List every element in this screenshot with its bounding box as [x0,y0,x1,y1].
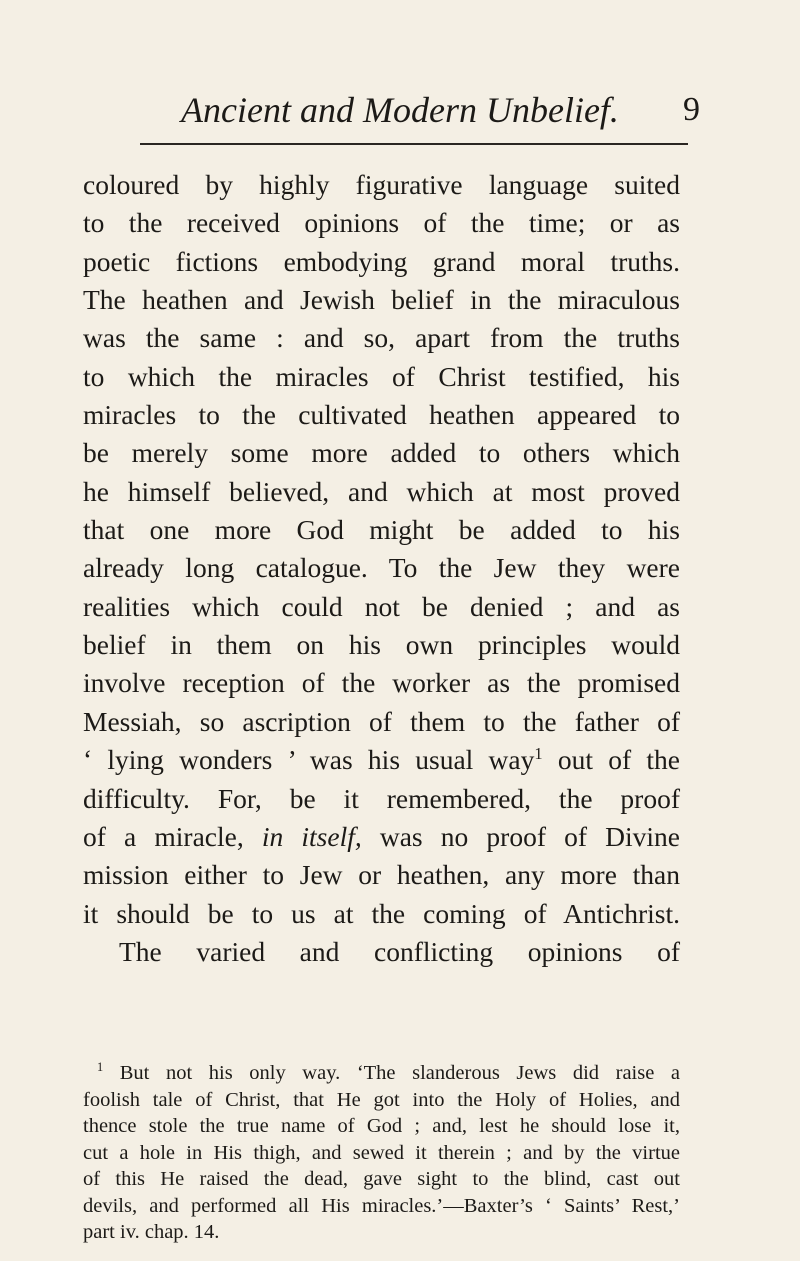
text-line: that one more God might be added to his [83,514,680,546]
text-line: it should be to us at the coming of Antichrist. [83,897,680,929]
text-line: mission either to Jew or heathen, any more than [83,859,680,891]
footnote-text: But not his only way. ‘The slanderous Jews did raise a [119,1062,680,1084]
footnote [83,1060,680,1246]
text-segment: of a miracle, [83,820,244,852]
text-line: coloured by highly figurative language suited [83,169,680,200]
text-line: difficulty. For, be it remembered, the proof [83,782,680,814]
footnote-line: foolish tale of Christ, that He got into the Holy of Holies, and [83,1088,680,1111]
text-line: realities which could not be denied ; and as [83,590,680,622]
text-line: he himself believed, and which at most proved [83,475,680,507]
body-text [83,166,680,971]
text-line-with-footnote-ref [83,741,680,779]
text-line: The heathen and Jewish belief in the miraculous [83,284,680,316]
italic-phrase: in itself, [261,820,362,852]
page-number: 9 [683,91,700,128]
footnote-marker: 1 [97,1060,104,1075]
text-line: poetic fictions embodying grand moral truths. [83,245,680,277]
text-line: miracles to the cultivated heathen appeared to [83,399,680,431]
footnote-line: thence stole the true name of God ; and, lest he should lose it, [83,1115,680,1137]
footnote-line: part iv. chap. 14. [83,1221,220,1243]
footnote-reference: 1 [534,744,543,763]
text-line-paragraph-start: The varied and conflicting opinions of [119,935,680,967]
text-line: already long catalogue. To the Jew they were [83,552,680,584]
text-line-with-italic [83,818,680,856]
running-title: Ancient and Modern Unbelief. [181,90,619,130]
text-line: was the same : and so, apart from the truths [83,322,680,354]
page-header [0,88,800,138]
text-segment: ‘ lying wonders ’ was his usual way [83,744,535,776]
text-line: belief in them on his own principles would [83,629,680,661]
header-rule [140,143,688,145]
text-line: Messiah, so ascription of them to the father of [83,705,680,737]
footnote-line: cut a hole in His thigh, and sewed it therein ; and by the virtue [83,1141,680,1164]
text-segment: was no proof of Divine [361,820,680,852]
footnote-line: devils, and performed all His miracles.’—Baxter’s ‘ Saints’ Rest,’ [83,1194,680,1217]
text-line: involve reception of the worker as the promised [83,667,680,699]
footnote-line: of this He raised the dead, gave sight to the blind, cast out [83,1168,680,1190]
text-segment: out of the [542,744,680,776]
footnote-line [83,1060,680,1087]
text-line: to the received opinions of the time; or as [83,207,680,239]
text-line: be merely some more added to others which [83,437,680,469]
text-line: to which the miracles of Christ testified, his [83,360,680,392]
